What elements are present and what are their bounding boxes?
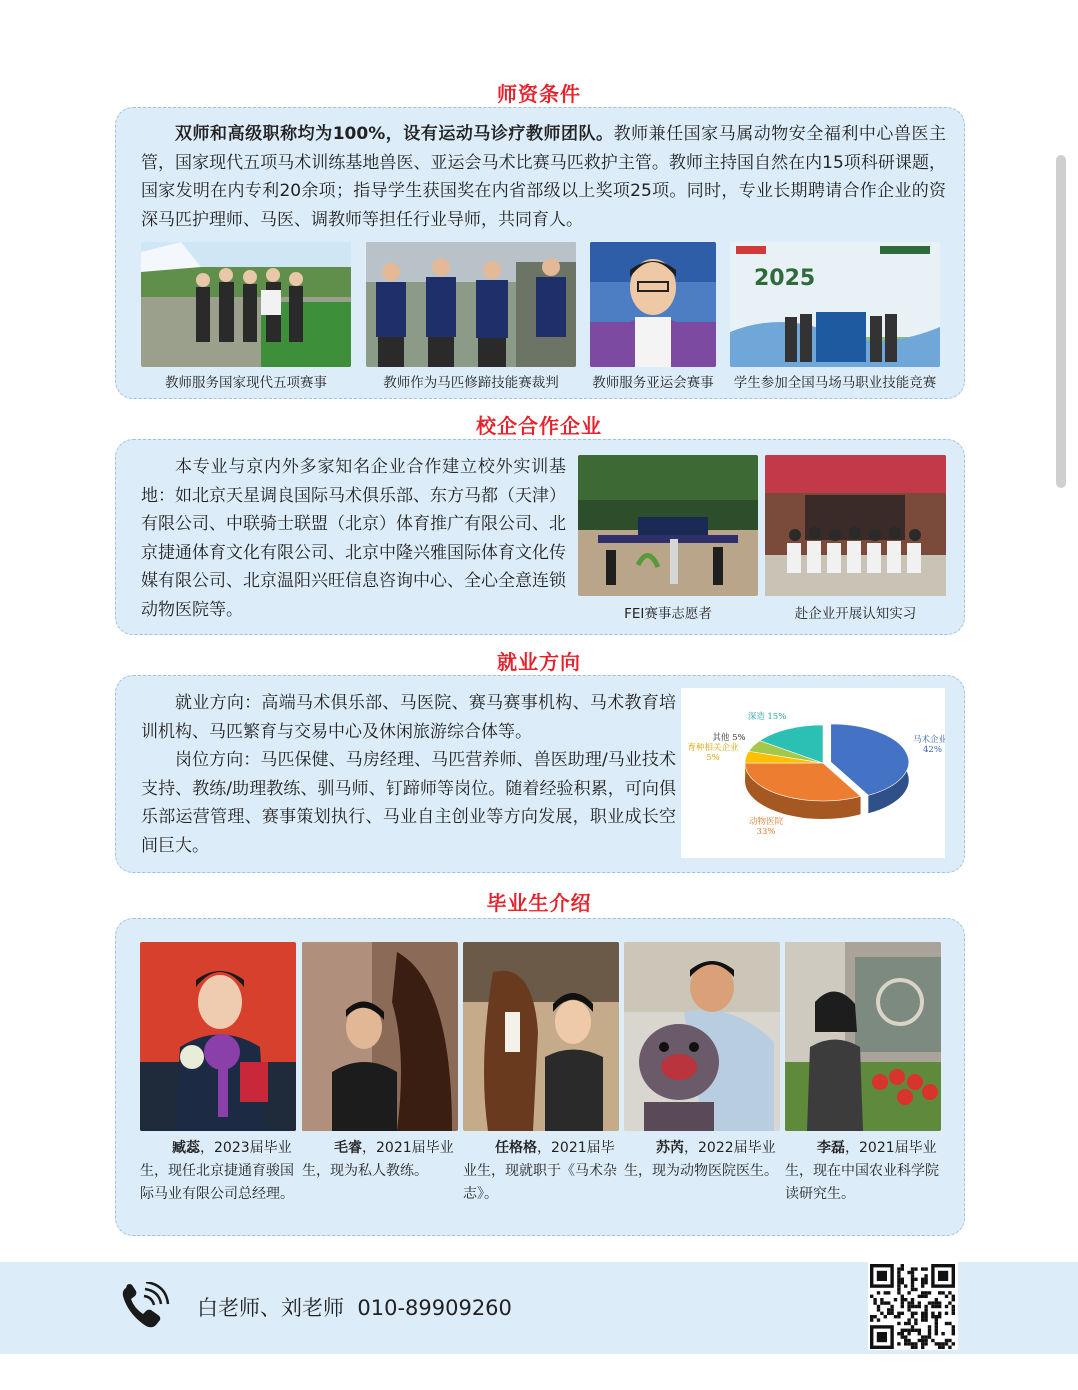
graduate-name-2: 毛睿: [334, 1140, 362, 1156]
faculty-caption-3: 教师服务亚运会赛事: [592, 375, 714, 391]
graduate-photo-2: [302, 942, 458, 1131]
faculty-photo-hoof-judge: [366, 242, 576, 367]
graduate-info-5: ，2021届毕业生，现在中国农业科学院读研究生。: [785, 1140, 939, 1202]
graduate-name-4: 苏芮: [656, 1140, 684, 1156]
phone-icon: [120, 1282, 170, 1330]
graduate-name-3: 任格格: [495, 1140, 537, 1156]
contact-info: [197, 1292, 512, 1322]
partners-photo-fei: [578, 455, 758, 596]
graduates-section-title: 毕业生介绍: [486, 891, 592, 915]
faculty-photo-competition: [730, 242, 940, 367]
graduates-panel: [115, 918, 965, 1236]
faculty-panel: [115, 107, 965, 399]
graduate-desc-4: [624, 1137, 784, 1183]
employment-section-title: 就业方向: [497, 650, 581, 674]
graduate-desc-1: [140, 1137, 300, 1206]
graduate-photo-5: [785, 942, 941, 1131]
graduate-desc-5: [785, 1137, 945, 1206]
graduate-info-2: ，2021届毕业生，现为私人教练。: [302, 1140, 454, 1179]
graduate-name-5: 李磊: [817, 1140, 845, 1156]
contact-names: 白老师、刘老师: [197, 1296, 344, 1320]
partners-panel: [115, 439, 965, 635]
faculty-photo-asian-games: [590, 242, 716, 367]
pie-label-2: 育种相关企业 5%: [687, 743, 739, 763]
graduate-info-1: ，2023届毕业生，现任北京捷通育骏国际马业有限公司总经理。: [140, 1140, 294, 1202]
graduate-photo-4: [624, 942, 780, 1131]
graduate-name-1: 臧蕊: [172, 1140, 200, 1156]
employment-panel: [115, 675, 965, 873]
partners-paragraph: 本专业与京内外多家知名企业合作建立校外实训基地：如北京天星调良国际马术俱乐部、东方马都（天津）有限公司、中联骑士联盟（北京）体育推广有限公司、北京捷通体育文化有限公司、北京中隆兴雅国际体育文化传媒有限公司、北京温阳兴旺信息咨询中心、全心全意连锁动物医院等。: [141, 457, 566, 620]
competition-poster-year: 2025: [754, 266, 816, 291]
graduate-photo-1: [140, 942, 296, 1131]
pie-label-4: 深造 15%: [747, 712, 787, 722]
faculty-caption-4: 学生参加全国马场马职业技能竞赛: [733, 375, 937, 391]
faculty-section-title: 师资条件: [497, 82, 581, 106]
employment-positions: 岗位方向：马匹保健、马房经理、马匹营养师、兽医助理/马业技术支持、教练/助理教练、驯马师、钉蹄师等岗位。随着经验积累，可向俱乐部运营管理、赛事策划执行、马业自主创业等方向发展，职业成长空间巨大。: [141, 750, 676, 856]
graduate-desc-2: [302, 1137, 462, 1183]
pie-chart-svg: [681, 688, 945, 858]
partners-caption-2: 赴企业开展认知实习: [794, 606, 917, 622]
faculty-lead: 双师和高级职称均为100%，设有运动马诊疗教师团队。: [175, 124, 614, 144]
faculty-body: 教师兼任国家马属动物安全福利中心兽医主管，国家现代五项马术训练基地兽医、亚运会马术比赛马匹救护主管。教师主持国自然在内15项科研课题，国家发明在内专利20余项；指导学生获国奖在内省部级以上奖项25项。同时，专业长期聘请合作企业的资深马匹护理师、马医、调教师等担任行业导师，共同育人。: [141, 124, 946, 230]
employment-pie-chart: [681, 688, 945, 858]
graduate-photo-3: [463, 942, 619, 1131]
partners-section-title: 校企合作企业: [476, 414, 602, 438]
faculty-photo-pentathlon: [141, 242, 351, 367]
partners-caption-1: FEI赛事志愿者: [624, 606, 712, 622]
pie-label-1: 动物医院 33%: [748, 817, 784, 837]
graduate-info-4: ，2022届毕业生，现为动物医院医生。: [624, 1140, 778, 1179]
graduate-info-3: ，2021届毕业生，现就职于《马术杂志》。: [463, 1140, 617, 1202]
qr-code: [868, 1262, 958, 1350]
faculty-caption-1: 教师服务国家现代五项赛事: [165, 375, 327, 391]
graduate-desc-3: [463, 1137, 623, 1206]
partners-photo-internship: [765, 455, 946, 596]
faculty-caption-2: 教师作为马匹修蹄技能赛裁判: [383, 375, 559, 391]
pie-label-3: 其他 5%: [712, 733, 746, 743]
contact-phone[interactable]: 010-89909260: [357, 1296, 512, 1320]
employment-directions: 就业方向：高端马术俱乐部、马医院、赛马赛事机构、马术教育培训机构、马匹繁育与交易中心及休闲旅游综合体等。: [141, 693, 676, 742]
faculty-paragraph: [141, 120, 946, 234]
pie-label-0: 马术企业 42%: [913, 735, 945, 755]
